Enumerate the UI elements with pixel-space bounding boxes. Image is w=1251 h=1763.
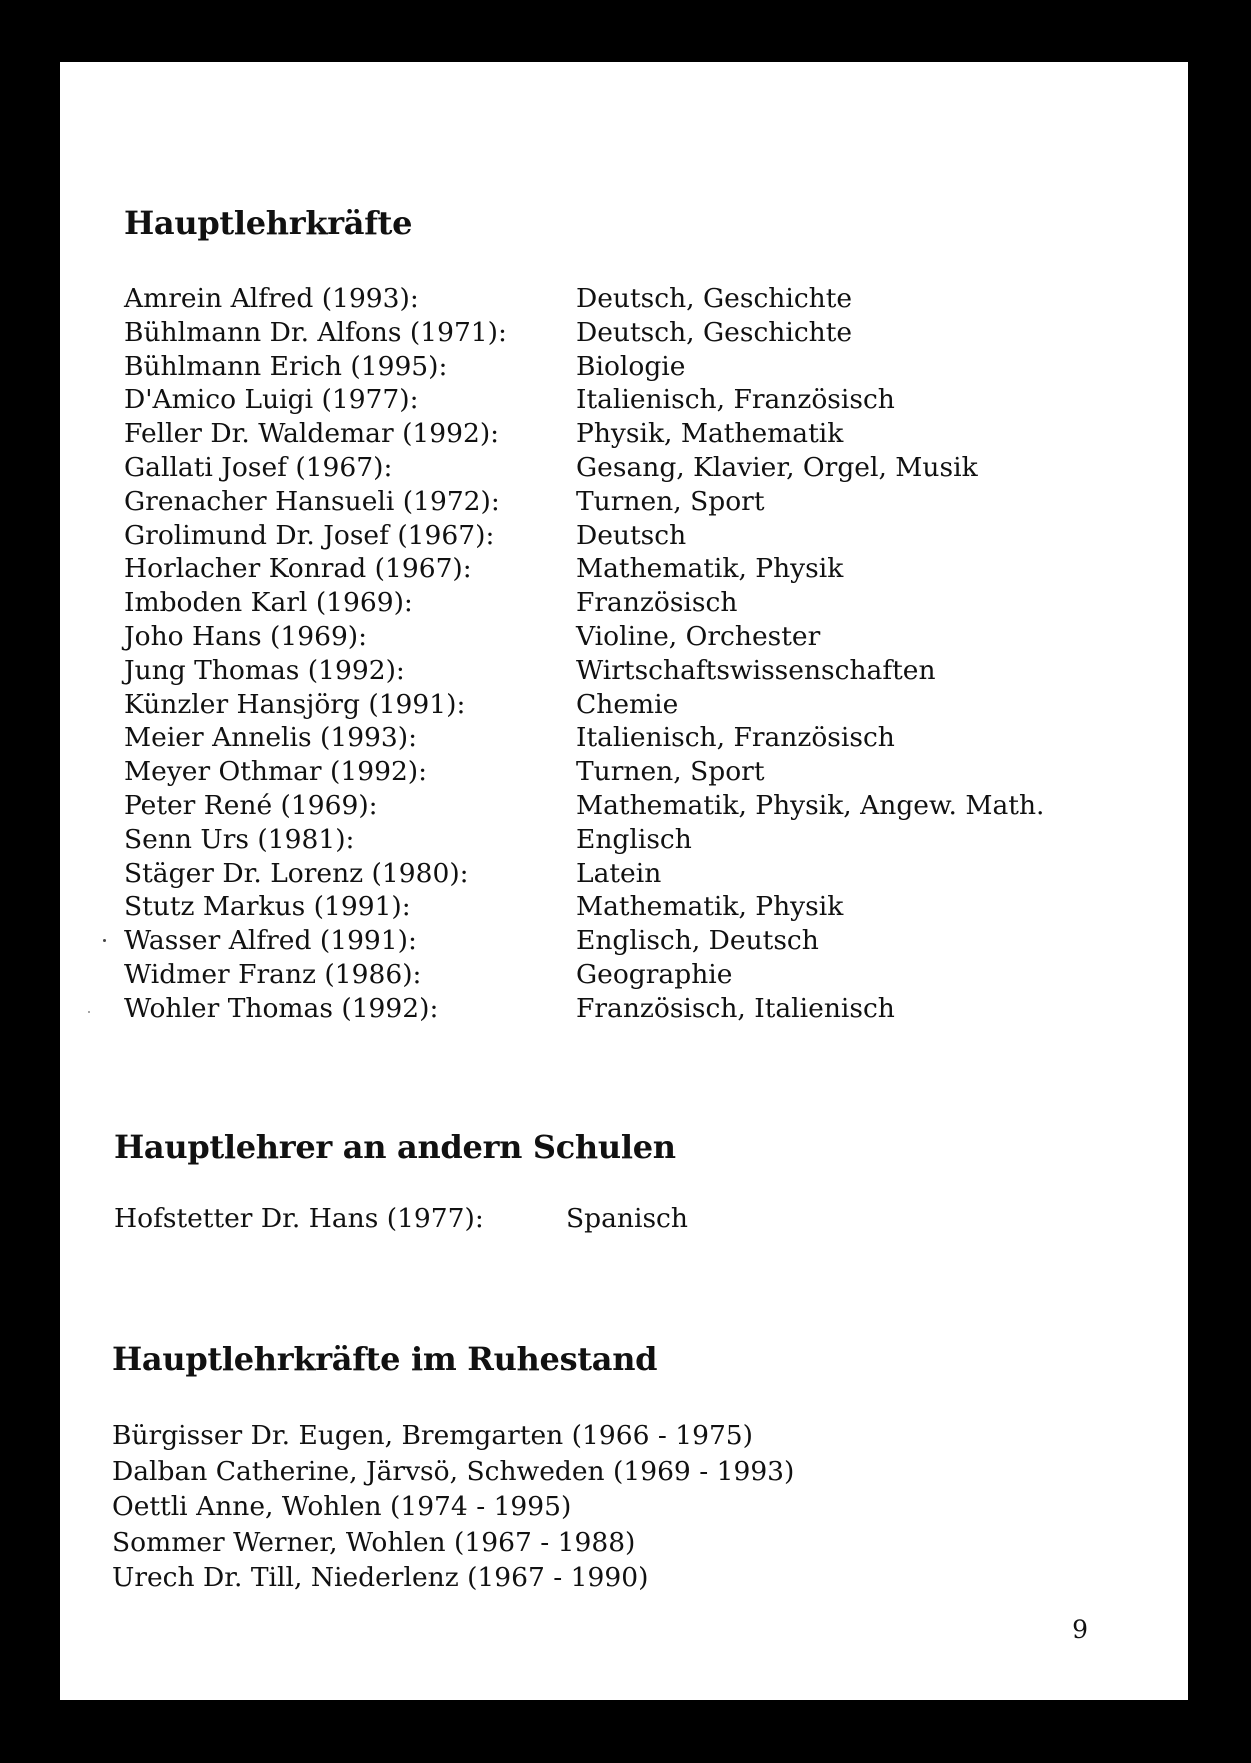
- teacher-name: Meyer Othmar (1992):: [124, 756, 428, 788]
- teacher-name: Imboden Karl (1969):: [124, 587, 413, 619]
- teacher-subject: Deutsch: [576, 519, 687, 551]
- scan-speck: [103, 939, 106, 942]
- list-item: Urech Dr. Till, Niederlenz (1967 - 1990): [112, 1562, 649, 1593]
- teacher-name: Jung Thomas (1992):: [124, 654, 405, 686]
- list-item: Sommer Werner, Wohlen (1967 - 1988): [112, 1526, 636, 1558]
- teacher-subject: Mathematik, Physik, Angew. Math.: [576, 789, 1045, 821]
- teacher-name: Joho Hans (1969):: [124, 620, 368, 652]
- teacher-subject: Spanisch: [566, 1203, 688, 1234]
- teacher-name: Hofstetter Dr. Hans (1977):: [114, 1203, 484, 1234]
- teacher-name: Gallati Josef (1967):: [124, 451, 393, 483]
- section-title-ruhestand: Hauptlehrkräfte im Ruhestand: [112, 1340, 658, 1378]
- teacher-name: Bühlmann Dr. Alfons (1971):: [124, 316, 507, 348]
- teacher-subject: Gesang, Klavier, Orgel, Musik: [576, 451, 978, 483]
- teacher-subject: Chemie: [576, 688, 679, 720]
- page-number: 9: [1072, 1615, 1088, 1644]
- teacher-name: Horlacher Konrad (1967):: [124, 553, 472, 585]
- teacher-subject: Deutsch, Geschichte: [576, 316, 853, 348]
- teacher-name: Stäger Dr. Lorenz (1980):: [124, 857, 469, 889]
- teacher-subject: Italienisch, Französisch: [576, 384, 895, 416]
- teacher-name: Grenacher Hansueli (1972):: [124, 485, 500, 517]
- document-page: [60, 62, 1188, 1700]
- teacher-subject: Turnen, Sport: [576, 756, 765, 788]
- teacher-name: Wohler Thomas (1992):: [124, 992, 439, 1024]
- teacher-subject: Mathematik, Physik: [576, 891, 844, 923]
- teacher-name: Feller Dr. Waldemar (1992):: [124, 418, 500, 450]
- list-item: Oettli Anne, Wohlen (1974 - 1995): [112, 1491, 572, 1522]
- list-item: Dalban Catherine, Järvsö, Schweden (1969 - 1993): [112, 1455, 795, 1487]
- retired-list: [112, 1418, 794, 1596]
- teacher-subject: Wirtschaftswissenschaften: [576, 654, 936, 686]
- teacher-subject: Englisch: [576, 823, 692, 855]
- teacher-subject: Englisch, Deutsch: [576, 925, 819, 957]
- teacher-subject: Biologie: [576, 350, 686, 382]
- teacher-subject: Turnen, Sport: [576, 485, 765, 517]
- teacher-name: D'Amico Luigi (1977):: [124, 384, 419, 416]
- teacher-name: Grolimund Dr. Josef (1967):: [124, 519, 495, 551]
- teacher-subject: Mathematik, Physik: [576, 553, 844, 585]
- section-title-hauptlehrkraefte: Hauptlehrkräfte: [124, 204, 413, 242]
- teacher-subject: Geographie: [576, 958, 733, 990]
- list-item: Bürgisser Dr. Eugen, Bremgarten (1966 - 1975): [112, 1420, 754, 1451]
- teacher-name: Widmer Franz (1986):: [124, 958, 422, 990]
- teacher-subject: Physik, Mathematik: [576, 418, 844, 450]
- teacher-name: Senn Urs (1981):: [124, 823, 355, 855]
- teacher-subject: Deutsch, Geschichte: [576, 283, 853, 314]
- teacher-subject: Italienisch, Französisch: [576, 722, 895, 754]
- teacher-name: Bühlmann Erich (1995):: [124, 350, 448, 382]
- teacher-name: Peter René (1969):: [124, 789, 378, 821]
- scan-speck: [88, 1011, 90, 1013]
- teacher-subject: Französisch: [576, 587, 738, 619]
- teacher-subject: Latein: [576, 857, 662, 889]
- teacher-name: Amrein Alfred (1993):: [124, 283, 419, 314]
- teacher-subject: Französisch, Italienisch: [576, 992, 895, 1024]
- teacher-subject: Violine, Orchester: [576, 620, 821, 652]
- teacher-name: Künzler Hansjörg (1991):: [124, 688, 466, 720]
- teacher-name: Wasser Alfred (1991):: [124, 925, 417, 957]
- section-title-andere-schulen: Hauptlehrer an andern Schulen: [114, 1128, 676, 1166]
- teacher-name: Stutz Markus (1991):: [124, 891, 411, 923]
- teacher-name: Meier Annelis (1993):: [124, 722, 418, 754]
